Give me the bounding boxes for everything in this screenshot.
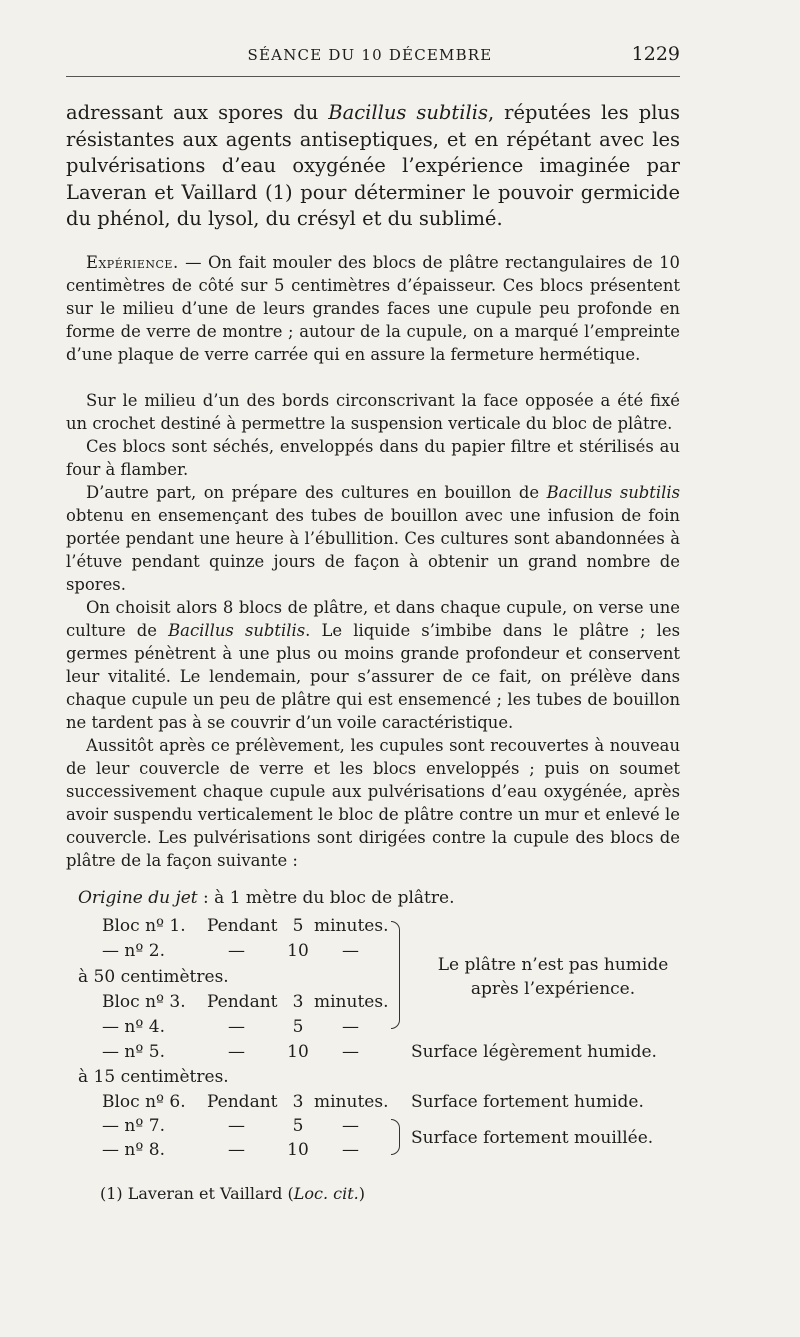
page-number: 1229 xyxy=(631,43,680,65)
experience-paragraph-4: D’autre part, on prépare des cultures en bouillon de Bacillus subtilis obtenu en ensemençant des tubes de bouillon avec une infusion de foin portée pendant une heure à l’ébullition. Ces cultures sont abandonnées à l’étuve pendant quinze jours de façon à obtenir un grand nombre de spores. xyxy=(66,483,680,594)
experience-text-1: — On fait mouler des blocs de plâtre rectangulaires de 10 centimètres de côté sur 5 centimètres d’épaisseur. Ces blocs présentent sur le milieu d’une de leurs grandes faces une cupule peu profonde en forme de verre de montre ; autour de la cupule, on a marqué l’empreinte d’une plaque de verre carrée qui en assure la fermeture hermétique. xyxy=(66,253,680,364)
distance-50: à 50 centimètres. xyxy=(78,967,229,987)
minutes-value: 10 xyxy=(287,941,309,961)
minutes-unit: — xyxy=(342,1116,359,1136)
bloc-label: Bloc nº 6. xyxy=(102,1092,186,1112)
minutes-value: 10 xyxy=(287,1140,309,1160)
header-rule xyxy=(66,76,680,77)
bloc-label: — nº 5. xyxy=(102,1042,165,1062)
distance-15: à 15 centimètres. xyxy=(78,1067,229,1087)
result-2: Surface légèrement humide. xyxy=(411,1042,657,1062)
minutes-value: 10 xyxy=(287,1042,309,1062)
bloc-label: — nº 4. xyxy=(102,1017,165,1037)
minutes-value: 5 xyxy=(292,1116,304,1136)
bloc-label: — nº 7. xyxy=(102,1116,165,1136)
pendant-label: Pendant xyxy=(207,916,278,936)
origin-line xyxy=(78,888,454,908)
minutes-unit: minutes. xyxy=(314,916,389,936)
brace-2 xyxy=(391,1119,400,1155)
minutes-unit: minutes. xyxy=(314,992,389,1012)
origin-value: : à 1 mètre du bloc de plâtre. xyxy=(203,888,455,908)
pendant-label: — xyxy=(228,1042,245,1062)
footnote-ref: Loc. cit. xyxy=(293,1184,359,1203)
experience-paragraph-2: Sur le milieu d’un des bords circonscrivant la face opposée a été fixé un crochet destiné à permettre la suspension verticale du bloc de plâtre. xyxy=(66,391,680,433)
result-1-line-2: après l’expérience. xyxy=(470,979,636,999)
running-header: SÉANCE DU 10 DÉCEMBRE xyxy=(247,46,493,64)
minutes-unit: — xyxy=(342,941,359,961)
footnote-close: ) xyxy=(358,1184,365,1203)
footnote xyxy=(100,1184,365,1203)
experience-paragraph-1 xyxy=(66,251,680,366)
pendant-label: — xyxy=(228,1140,245,1160)
minutes-value: 5 xyxy=(292,1017,304,1037)
bloc-label: Bloc nº 3. xyxy=(102,992,186,1012)
footnote-text: (1) Laveran et Vaillard ( xyxy=(100,1184,294,1203)
result-1 xyxy=(408,953,698,1001)
pendant-label: — xyxy=(228,941,245,961)
minutes-value: 5 xyxy=(292,916,304,936)
pendant-label: — xyxy=(228,1017,245,1037)
result-1-line-1: Le plâtre n’est pas humide xyxy=(437,955,669,975)
experience-paragraph-6: Aussitôt après ce prélèvement, les cupules sont recouvertes à nouveau de leur couvercle de verre et les blocs enveloppés ; puis on soumet successivement chaque cupule aux pulvérisations d’eau oxygénée, après avoir suspendu verticalement le bloc de plâtre contre un mur et enlevé le couvercle. Les pulvérisations sont dirigées contre la cupule des blocs de plâtre de la façon suivante : xyxy=(66,736,680,870)
experience-label: Expérience. xyxy=(86,253,179,272)
minutes-value: 3 xyxy=(292,992,304,1012)
brace-1 xyxy=(391,921,400,1029)
pendant-label: Pendant xyxy=(207,1092,278,1112)
result-4: Surface fortement mouillée. xyxy=(411,1128,654,1148)
minutes-unit: — xyxy=(342,1140,359,1160)
experience-paragraph-5: On choisit alors 8 blocs de plâtre, et dans chaque cupule, on verse une culture de Bacillus subtilis. Le liquide s’imbibe dans le plâtre ; les germes pénètrent à une plus ou moins grande profondeur et conservent leur vitalité. Le lendemain, pour s’assurer de ce fait, on prélève dans chaque cupule un peu de plâtre qui est ensemencé ; les tubes de bouillon ne tardent pas à se couvrir d’un voile caractéristique. xyxy=(66,598,680,732)
bloc-label: — nº 8. xyxy=(102,1140,165,1160)
intro-paragraph: adressant aux spores du Bacillus subtilis, réputées les plus résistantes aux agents antiseptiques, et en répétant avec les pulvérisations d’eau oxygénée l’expérience imaginée par Laveran et Vaillard (1) pour déterminer le pouvoir germicide du phénol, du lysol, du crésyl et du sublimé. xyxy=(66,101,680,230)
experience-paragraph-3: Ces blocs sont séchés, enveloppés dans du papier filtre et stérilisés au four à flamber. xyxy=(66,437,680,479)
origin-label: Origine du jet xyxy=(78,888,198,908)
minutes-unit: — xyxy=(342,1042,359,1062)
minutes-unit: — xyxy=(342,1017,359,1037)
pendant-label: Pendant xyxy=(207,992,278,1012)
result-3: Surface fortement humide. xyxy=(411,1092,644,1112)
bloc-label: — nº 2. xyxy=(102,941,165,961)
minutes-value: 3 xyxy=(292,1092,304,1112)
pendant-label: — xyxy=(228,1116,245,1136)
minutes-unit: minutes. xyxy=(314,1092,389,1112)
bloc-label: Bloc nº 1. xyxy=(102,916,186,936)
